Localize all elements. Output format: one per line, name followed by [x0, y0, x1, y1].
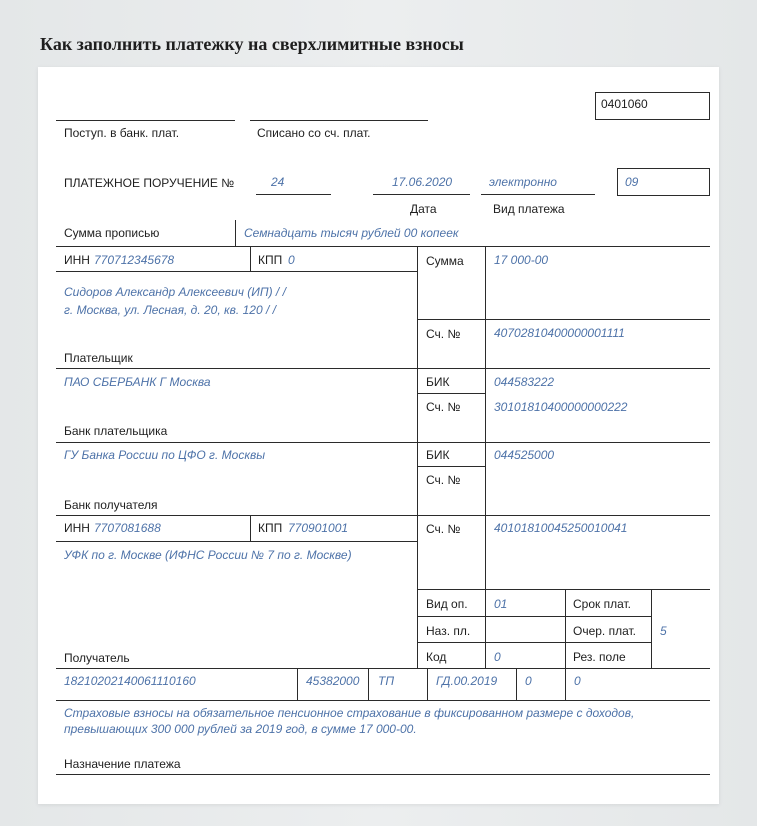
tax-period: ГД.00.2019: [436, 674, 498, 688]
tax-kbk: 18210202140061110160: [64, 674, 196, 688]
recipient-account-label: Сч. №: [426, 522, 461, 536]
codes-divider-3: [651, 589, 652, 668]
recipient-label: Получатель: [64, 651, 130, 665]
codes-row-line-2b: [565, 642, 652, 643]
date-line: [373, 194, 470, 195]
payer-kpp: 0: [288, 253, 295, 267]
row-line-6: [56, 700, 710, 701]
recipient-inn-kpp-divider: [250, 515, 251, 541]
payer-kpp-label: КПП: [258, 253, 283, 267]
purpose-code-label: Наз. пл.: [426, 624, 471, 638]
tax-divider-3: [427, 668, 428, 700]
recipient-inn-label: ИНН: [64, 521, 90, 535]
reserve-label: Рез. поле: [573, 650, 626, 664]
row-line-2: [56, 368, 710, 369]
payer-bank-name: ПАО СБЕРБАНК Г Москва: [64, 375, 211, 389]
recipient-bank-label: Банк получателя: [64, 498, 158, 512]
page-title: Как заполнить платежку на сверхлимитные взносы: [40, 34, 464, 54]
amount-words-divider: [235, 220, 236, 246]
payment-type-line: [481, 194, 595, 195]
recipient-bank-bik: 044525000: [494, 448, 555, 462]
priority-label: Очер. плат.: [573, 624, 637, 638]
payer-bank-label: Банк плательщика: [64, 424, 168, 438]
order-label: ПЛАТЕЖНОЕ ПОРУЧЕНИЕ №: [64, 176, 235, 190]
recipient-inn-line: [56, 541, 418, 542]
form-code-box: [595, 92, 710, 120]
row-line-5: [56, 668, 710, 669]
received-line: [56, 120, 235, 121]
payer-bank-account: 30101810400000000222: [494, 400, 628, 414]
row-line-1: [56, 246, 710, 247]
row-line-4: [56, 515, 710, 516]
status-box: [617, 168, 710, 196]
payer-name-line1: Сидоров Александр Алексеевич (ИП) / /: [64, 285, 286, 299]
codes-divider-1: [485, 589, 486, 668]
order-number: 24: [271, 175, 285, 189]
recipient-bank-bik-label: БИК: [426, 448, 450, 462]
sum-label: Сумма: [426, 254, 464, 268]
priority: 5: [660, 624, 667, 638]
row-line-3: [56, 442, 710, 443]
recipient-bank-account-label: Сч. №: [426, 473, 461, 487]
codes-top-line: [417, 589, 710, 590]
op-type-label: Вид оп.: [426, 597, 468, 611]
received-label: Поступ. в банк. плат.: [64, 126, 180, 140]
debited-line: [250, 120, 428, 121]
tax-divider-4: [516, 668, 517, 700]
amount-words: Семнадцать тысяч рублей 00 копеек: [244, 226, 459, 240]
codes-row-line-2: [417, 642, 566, 643]
recipient-account: 40101810045250010041: [494, 521, 628, 535]
payer-sum: 17 000-00: [494, 253, 549, 267]
deadline-label: Срок плат.: [573, 597, 632, 611]
recipient-inn: 7707081688: [94, 521, 161, 535]
payment-type: электронно: [489, 175, 557, 189]
op-type: 01: [494, 597, 508, 611]
tax-divider-5: [565, 668, 566, 700]
purpose-line1: Страховые взносы на обязательное пенсионное страхование в фиксированном размере с доходов,: [64, 706, 635, 720]
tax-doc-date: 0: [574, 674, 581, 688]
order-date: 17.06.2020: [392, 175, 453, 189]
amount-words-label: Сумма прописью: [64, 226, 160, 240]
recipient-name: УФК по г. Москве (ИФНС России № 7 по г. Москве): [64, 548, 352, 562]
code-label: Код: [426, 650, 447, 664]
order-number-line: [256, 194, 331, 195]
payer-inn-kpp-divider: [250, 246, 251, 271]
recipient-bank-name: ГУ Банка России по ЦФО г. Москвы: [64, 448, 266, 462]
codes-row-line-1b: [565, 616, 652, 617]
row-line-7: [56, 774, 710, 775]
payer-label: Плательщик: [64, 351, 133, 365]
recipient-bank-bik-line: [417, 466, 486, 467]
payer-account-label: Сч. №: [426, 327, 461, 341]
payer-inn: 770712345678: [94, 253, 175, 267]
payer-inn-label: ИНН: [64, 253, 90, 267]
col-divider-left: [417, 246, 418, 668]
payer-bank-bik-label: БИК: [426, 375, 450, 389]
sum-line: [417, 319, 710, 320]
status-code: 09: [625, 175, 639, 189]
debited-label: Списано со сч. плат.: [257, 126, 371, 140]
tax-oktmo: 45382000: [306, 674, 360, 688]
recipient-kpp-label: КПП: [258, 521, 283, 535]
payer-account: 40702810400000001111: [494, 326, 625, 340]
tax-doc-number: 0: [525, 674, 532, 688]
codes-divider-2: [565, 589, 566, 668]
date-label: Дата: [410, 202, 437, 216]
payment-order-form: [38, 67, 719, 804]
col-divider-right: [485, 246, 486, 589]
payer-name-line2: г. Москва, ул. Лесная, д. 20, кв. 120 / /: [64, 303, 276, 317]
payer-bank-bik: 044583222: [494, 375, 555, 389]
payment-type-label: Вид платежа: [493, 202, 565, 216]
tax-divider-2: [368, 668, 369, 700]
codes-row-line-1: [417, 616, 566, 617]
tax-basis: ТП: [378, 674, 395, 688]
payer-inn-line: [56, 271, 418, 272]
payer-bank-account-label: Сч. №: [426, 400, 461, 414]
recipient-kpp: 770901001: [288, 521, 349, 535]
form-code: 0401060: [601, 97, 648, 111]
purpose-label: Назначение платежа: [64, 757, 181, 771]
code-value: 0: [494, 650, 501, 664]
payer-bank-bik-line: [417, 393, 486, 394]
tax-divider-1: [297, 668, 298, 700]
purpose-line2: превышающих 300 000 рублей за 2019 год, в сумме 17 000-00.: [64, 722, 417, 736]
